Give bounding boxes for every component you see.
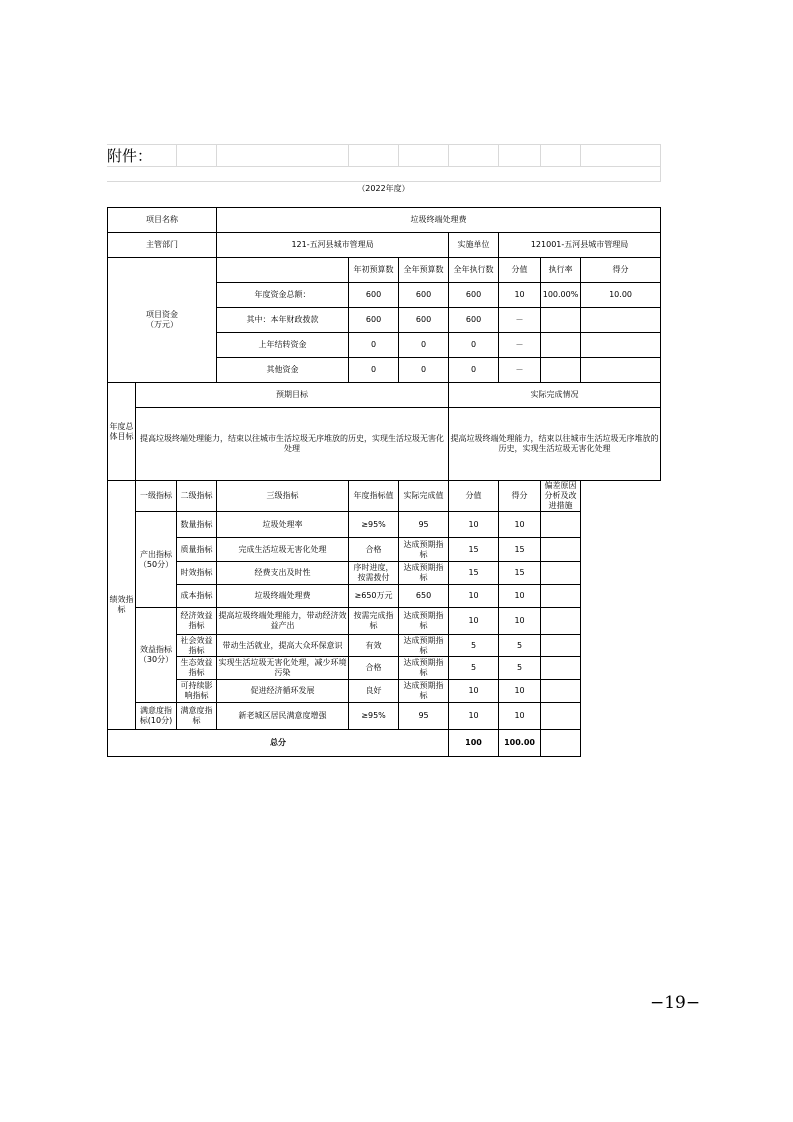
project-name-label: 项目名称 [108,208,217,233]
performance-table [107,207,661,757]
perf-score: 15 [449,562,499,585]
output-indicator-group: 产出指标 （50分） [136,512,177,608]
fund-cell: 100.00% [541,283,581,308]
perf-got: 15 [499,538,541,562]
fund-col-header: 执行率 [541,258,581,283]
fund-cell: 0 [449,333,499,358]
year-label: （2022年度） [357,184,410,193]
attachment-label: 附件： [107,147,153,165]
perf-got: 10 [499,608,541,635]
total-label: 总分 [108,730,449,757]
perf-level2: 数量指标 [177,512,217,538]
perf-actual: 650 [399,585,449,608]
grid-line [398,144,399,166]
fund-row-label: 其中：本年财政拨款 [217,308,349,333]
perf-score: 10 [449,703,499,730]
grid-line [107,144,660,145]
perf-deviation [541,585,581,608]
fund-cell [581,308,661,333]
fund-cell: 0 [399,333,449,358]
fund-cell: － [499,308,541,333]
fund-cell: 10.00 [581,283,661,308]
benefit-indicator-group: 效益指标 （30分） [136,608,177,703]
perf-col-header: 年度指标值 [349,481,399,512]
fund-row-label: 其他资金 [217,358,349,383]
perf-deviation [541,680,581,703]
perf-level2: 社会效益指标 [177,635,217,657]
total-got: 100.00 [499,730,541,757]
perf-level3: 实现生活垃圾无害化处理，减少环境污染 [217,657,349,680]
perf-deviation [541,562,581,585]
perf-target: 合格 [349,657,399,680]
fund-col-header: 分值 [499,258,541,283]
perf-got: 10 [499,703,541,730]
perf-target: ≥95% [349,512,399,538]
perf-actual: 达成预期指标 [399,562,449,585]
perf-level3: 促进经济循环发展 [217,680,349,703]
fund-cell [581,333,661,358]
fund-cell: 10 [499,283,541,308]
perf-score: 10 [449,608,499,635]
perf-level3: 垃圾处理率 [217,512,349,538]
perf-actual: 达成预期指标 [399,608,449,635]
perf-score: 5 [449,635,499,657]
perf-deviation [541,657,581,680]
grid-line [107,181,660,182]
perf-actual: 达成预期指标 [399,680,449,703]
grid-line [660,144,661,182]
fund-cell: 0 [399,358,449,383]
grid-line [176,144,177,166]
perf-level2: 成本指标 [177,585,217,608]
perf-deviation [541,512,581,538]
perf-level3: 经费支出及时性 [217,562,349,585]
perf-section-label: 绩效指标 [108,481,136,730]
fund-cell: 600 [449,308,499,333]
fund-cell: 600 [349,308,399,333]
perf-got: 5 [499,657,541,680]
fund-section-label: 项目资金 （万元） [108,258,217,383]
perf-target: 良好 [349,680,399,703]
impl-value: 121001-五河县城市管理局 [499,233,661,258]
fund-cell: 0 [349,358,399,383]
perf-got: 10 [499,585,541,608]
perf-actual: 95 [399,703,449,730]
perf-target: ≥95% [349,703,399,730]
total-score: 100 [449,730,499,757]
perf-target: 序时进度，按需拨付 [349,562,399,585]
perf-level2: 满意度指标 [177,703,217,730]
impl-label: 实施单位 [449,233,499,258]
fund-cell [541,333,581,358]
fund-cell [581,358,661,383]
perf-col-header: 得分 [499,481,541,512]
perf-target: 合格 [349,538,399,562]
perf-score: 5 [449,657,499,680]
grid-line [348,144,349,166]
perf-actual: 达成预期指标 [399,538,449,562]
total-deviation [541,730,581,757]
perf-actual: 达成预期指标 [399,635,449,657]
goal-section-label: 年度总体目标 [108,383,136,481]
fund-cell: 0 [349,333,399,358]
perf-col-header: 三级指标 [217,481,349,512]
grid-line [448,144,449,166]
perf-actual: 达成预期指标 [399,657,449,680]
dept-label: 主管部门 [108,233,217,258]
fund-cell: 600 [399,283,449,308]
perf-actual: 95 [399,512,449,538]
perf-level2: 生态效益指标 [177,657,217,680]
perf-score: 10 [449,680,499,703]
perf-deviation [541,703,581,730]
grid-line [498,144,499,166]
goal-actual-text: 提高垃圾终端处理能力，结束以往城市生活垃圾无序堆放的历史，实现生活垃圾无害化处理 [449,408,661,481]
fund-cell: 600 [449,283,499,308]
perf-level3: 垃圾终端处理费 [217,585,349,608]
perf-col-header: 偏差原因分析及改进措施 [541,481,581,512]
fund-row-label: 上年结转资金 [217,333,349,358]
perf-target: 按需完成指标 [349,608,399,635]
fund-col-header: 得分 [581,258,661,283]
goal-expected-text: 提高垃圾终端处理能力，结束以往城市生活垃圾无序堆放的历史，实现生活垃圾无害化处理 [136,408,449,481]
perf-col-header: 实际完成值 [399,481,449,512]
perf-col-header: 分值 [449,481,499,512]
fund-cell: － [499,333,541,358]
perf-score: 15 [449,538,499,562]
perf-deviation [541,538,581,562]
dept-value: 121-五河县城市管理局 [217,233,449,258]
perf-target: ≥650万元 [349,585,399,608]
perf-got: 5 [499,635,541,657]
grid-line [107,166,660,167]
perf-level2: 经济效益指标 [177,608,217,635]
grid-line [216,144,217,166]
perf-deviation [541,635,581,657]
perf-col-header: 一级指标 [136,481,177,512]
goal-expected-label: 预期目标 [136,383,449,408]
fund-col-header: 年初预算数 [349,258,399,283]
fund-cell: 600 [399,308,449,333]
perf-level2: 时效指标 [177,562,217,585]
perf-level3: 提高垃圾终端处理能力，带动经济效益产出 [217,608,349,635]
goal-actual-label: 实际完成情况 [449,383,661,408]
fund-header-blank [217,258,349,283]
perf-level2: 可持续影响指标 [177,680,217,703]
perf-score: 10 [449,585,499,608]
fund-cell: 0 [449,358,499,383]
fund-col-header: 全年预算数 [399,258,449,283]
perf-level2: 质量指标 [177,538,217,562]
fund-cell: 600 [349,283,399,308]
perf-score: 10 [449,512,499,538]
project-name-value: 垃圾终端处理费 [217,208,661,233]
perf-col-header: 二级指标 [177,481,217,512]
fund-col-header: 全年执行数 [449,258,499,283]
fund-cell [541,358,581,383]
grid-line [580,144,581,166]
perf-got: 15 [499,562,541,585]
perf-got: 10 [499,512,541,538]
page-number: −19− [650,993,701,1013]
fund-row-label: 年度资金总额： [217,283,349,308]
perf-target: 有效 [349,635,399,657]
perf-level3: 完成生活垃圾无害化处理 [217,538,349,562]
satisfaction-indicator-group: 满意度指标(10分) [136,703,177,730]
perf-level3: 带动生活就业，提高大众环保意识 [217,635,349,657]
perf-got: 10 [499,680,541,703]
grid-line [540,144,541,166]
perf-deviation [541,608,581,635]
fund-cell [541,308,581,333]
fund-cell: － [499,358,541,383]
perf-level3: 新老城区居民满意度增强 [217,703,349,730]
